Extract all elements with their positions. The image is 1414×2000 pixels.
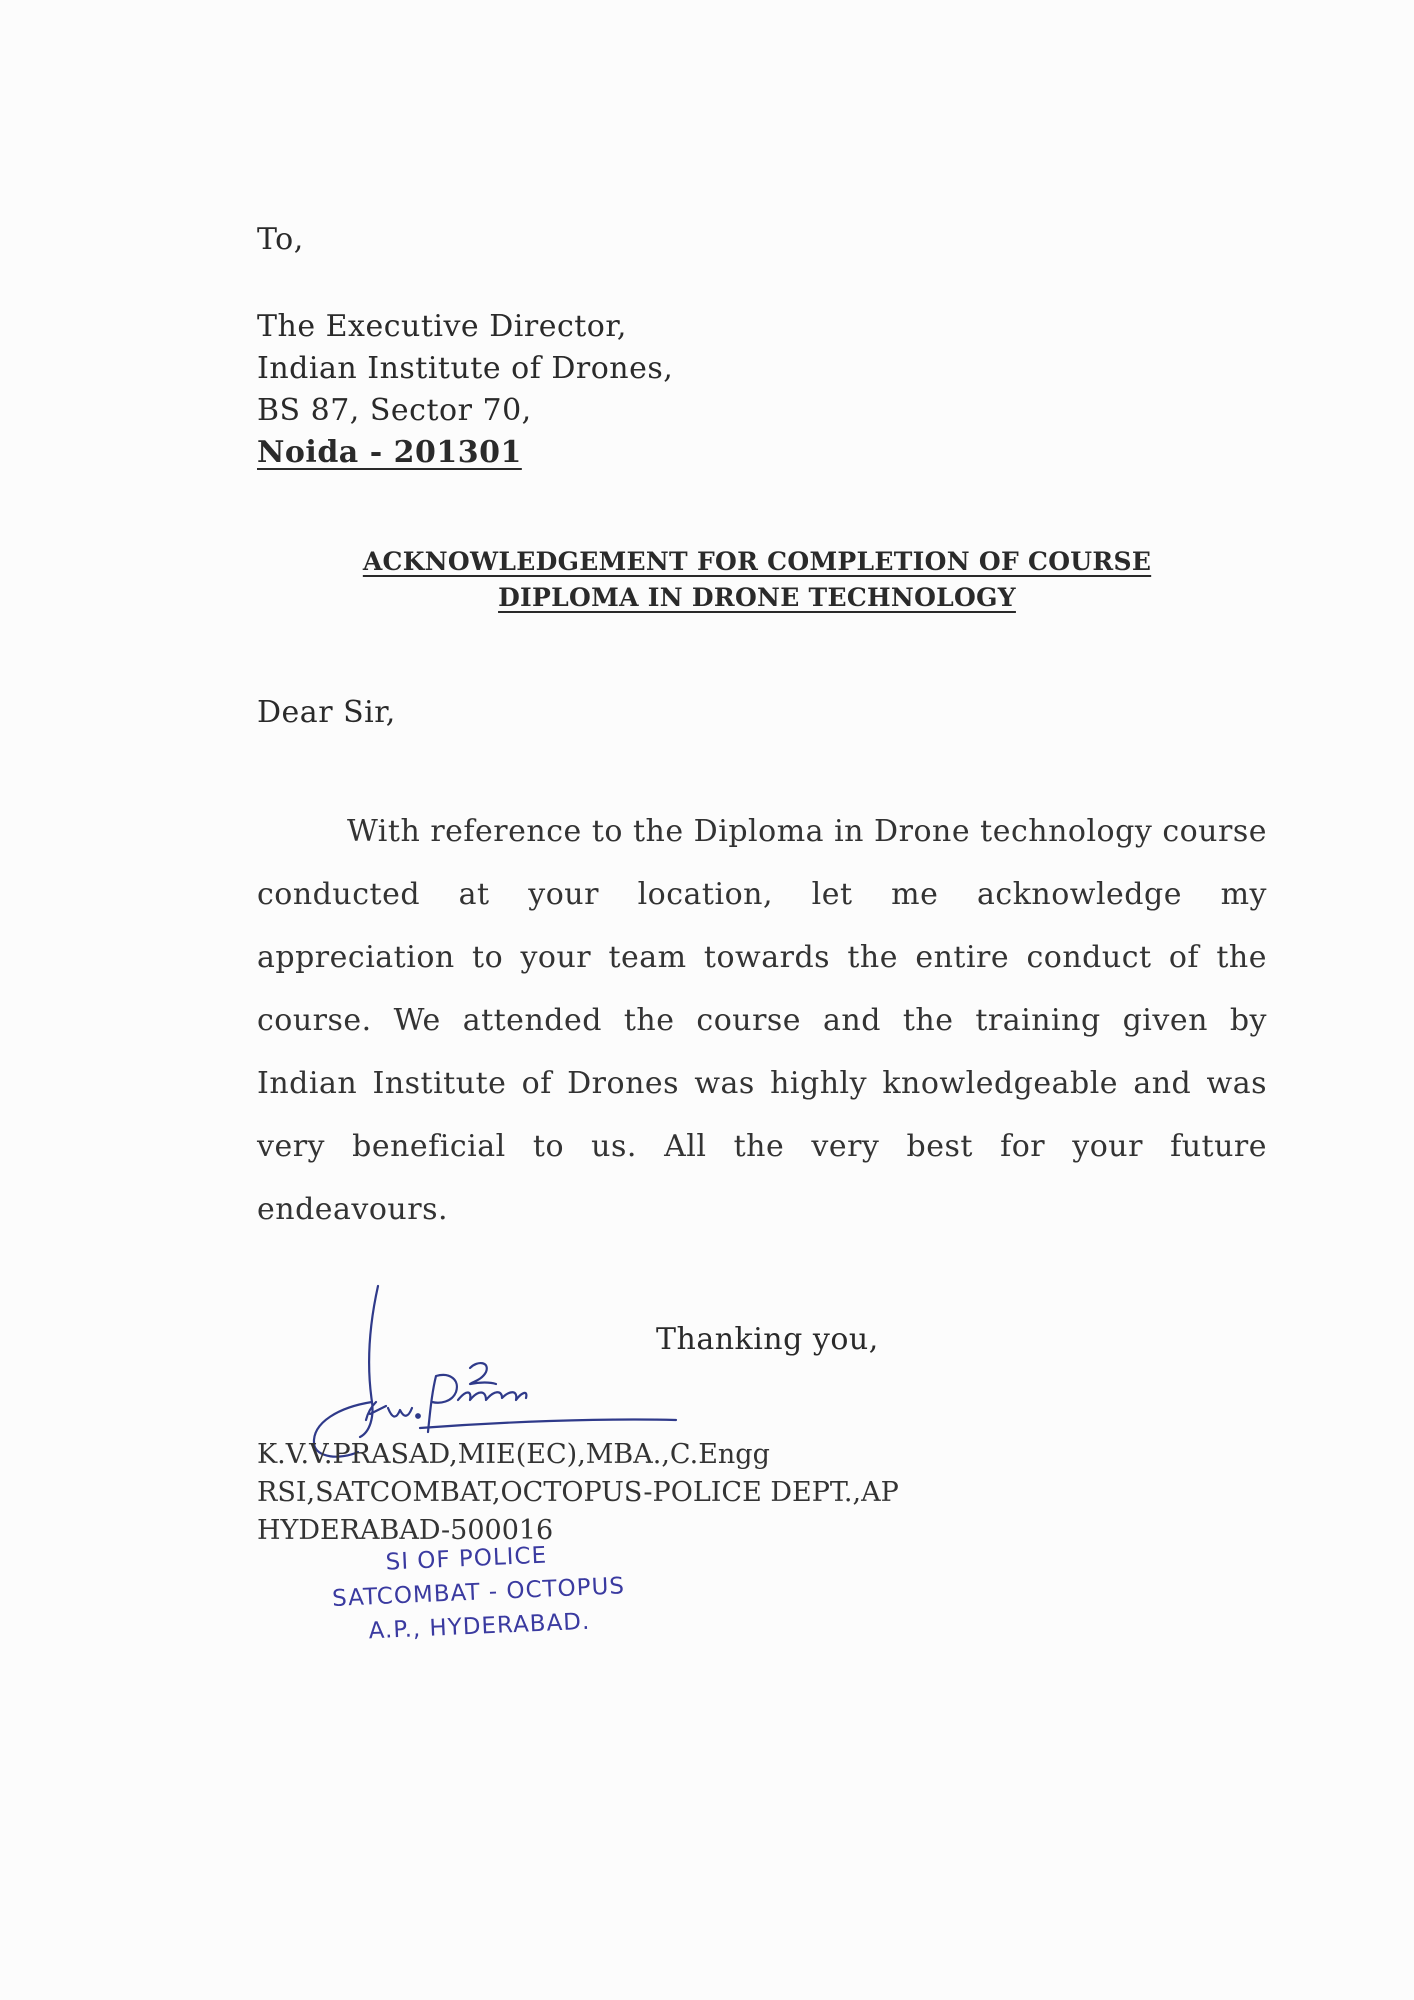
stamp-line-1: SI OF POLICE (385, 1542, 548, 1576)
stamp-line-2: SATCOMBAT - OCTOPUS (331, 1573, 626, 1612)
signer-designation: RSI,SATCOMBAT,OCTOPUS-POLICE DEPT.,AP (257, 1477, 899, 1508)
greeting: Dear Sir, (257, 695, 396, 730)
recipient-address (257, 306, 673, 474)
letter-body: With reference to the Diploma in Drone technology course conducted at your location, let me acknowledge my appreciation to your team towards the entire conduct of the course. We attended the course and the training given by Indian Institute of Drones was highly knowledgeable and was very beneficial to us. All the very best for your future endeavours. (257, 814, 1267, 1227)
signer-name: K.V.V.PRASAD,MIE(EC),MBA.,C.Engg (257, 1439, 770, 1470)
signer-location: HYDERABAD-500016 (257, 1515, 554, 1546)
official-stamp (330, 1535, 627, 1650)
address-line-city: Noida - 201301 (257, 435, 522, 470)
stamp-line-3: A.P., HYDERABAD. (368, 1608, 591, 1645)
signer-details (257, 1436, 899, 1550)
address-line-title: The Executive Director, (257, 309, 627, 344)
subject-line-2: DIPLOMA IN DRONE TECHNOLOGY (498, 583, 1016, 612)
addressee-prefix: To, (257, 222, 304, 257)
handwritten-signature (300, 1282, 680, 1462)
subject-line-1: ACKNOWLEDGEMENT FOR COMPLETION OF COURSE (362, 547, 1152, 576)
address-line-organization: Indian Institute of Drones, (257, 351, 674, 386)
closing: Thanking you, (656, 1322, 879, 1357)
letter-subject (257, 544, 1257, 616)
address-line-street: BS 87, Sector 70, (257, 393, 532, 428)
